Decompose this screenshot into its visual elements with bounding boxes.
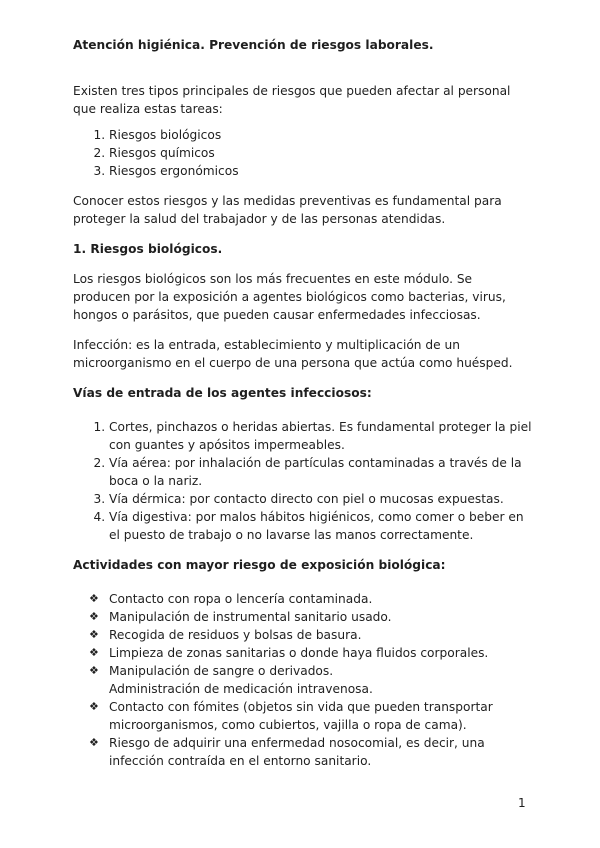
list-item xyxy=(89,734,533,770)
list-item-text: Manipulación de sangre o derivados. xyxy=(109,664,334,678)
document-body xyxy=(73,36,533,770)
list-item xyxy=(89,626,533,644)
activities-heading: Actividades con mayor riesgo de exposición biológica: xyxy=(73,558,446,572)
list-item-text: Recogida de residuos y bolsas de basura. xyxy=(109,628,362,642)
list-item-text: Limpieza de zonas sanitarias o donde haya fluidos corporales. xyxy=(109,646,489,660)
list-item xyxy=(89,590,533,608)
entry-routes-heading: Vías de entrada de los agentes infecciosos: xyxy=(73,386,372,400)
list-item: 4. Vía digestiva: por malos hábitos higiénicos, como comer o beber en el puesto de trabajo o no lavarse las manos correctamente. xyxy=(109,508,533,544)
diamond-bullet-icon: ❖ xyxy=(89,646,99,659)
list-item: 1. Cortes, pinchazos o heridas abiertas. Es fundamental proteger la piel con guantes y apósitos impermeables. xyxy=(109,418,533,454)
list-item: 2. Vía aérea: por inhalación de partículas contaminadas a través de la boca o la nariz. xyxy=(109,454,533,490)
list-item xyxy=(89,608,533,626)
infection-definition: Infección: es la entrada, establecimiento y multiplicación de un microorganismo en el cuerpo de una persona que actúa como huésped. xyxy=(73,338,513,370)
list-item-text: Contacto con fómites (objetos sin vida que pueden transportar microorganismos, como cubiertos, vajilla o ropa de cama). xyxy=(109,700,493,732)
list-item: 3. Riesgos ergonómicos xyxy=(109,162,533,180)
list-item xyxy=(89,644,533,662)
diamond-bullet-icon: ❖ xyxy=(89,592,99,605)
list-item-text: Riesgo de adquirir una enfermedad nosocomial, es decir, una infección contraída en el entorno sanitario. xyxy=(109,736,485,768)
list-item-continuation: Administración de medicación intravenosa. xyxy=(109,682,373,696)
importance-paragraph: Conocer estos riesgos y las medidas preventivas es fundamental para proteger la salud del trabajador y de las personas atendidas. xyxy=(73,194,502,226)
list-item: 1. Riesgos biológicos xyxy=(109,126,533,144)
page-number: 1 xyxy=(518,796,526,810)
entry-routes-list xyxy=(73,418,533,544)
section-heading-biological: 1. Riesgos biológicos. xyxy=(73,242,223,256)
diamond-bullet-icon: ❖ xyxy=(89,664,99,677)
risk-types-list xyxy=(73,126,533,180)
diamond-bullet-icon: ❖ xyxy=(89,628,99,641)
list-item xyxy=(89,698,533,734)
diamond-bullet-icon: ❖ xyxy=(89,700,99,713)
activities-list xyxy=(73,590,533,770)
diamond-bullet-icon: ❖ xyxy=(89,610,99,623)
document-title: Atención higiénica. Prevención de riesgos laborales. xyxy=(73,38,434,52)
intro-paragraph: Existen tres tipos principales de riesgos que pueden afectar al personal que realiza estas tareas: xyxy=(73,84,511,116)
list-item xyxy=(89,662,533,698)
list-item-text: Manipulación de instrumental sanitario usado. xyxy=(109,610,392,624)
diamond-bullet-icon: ❖ xyxy=(89,736,99,749)
list-item-text: Contacto con ropa o lencería contaminada. xyxy=(109,592,373,606)
list-item: 3. Vía dérmica: por contacto directo con piel o mucosas expuestas. xyxy=(109,490,533,508)
list-item: 2. Riesgos químicos xyxy=(109,144,533,162)
biological-paragraph: Los riesgos biológicos son los más frecuentes en este módulo. Se producen por la exposición a agentes biológicos como bacterias, virus, hongos o parásitos, que pueden causar enfermedades infecciosas. xyxy=(73,272,506,322)
